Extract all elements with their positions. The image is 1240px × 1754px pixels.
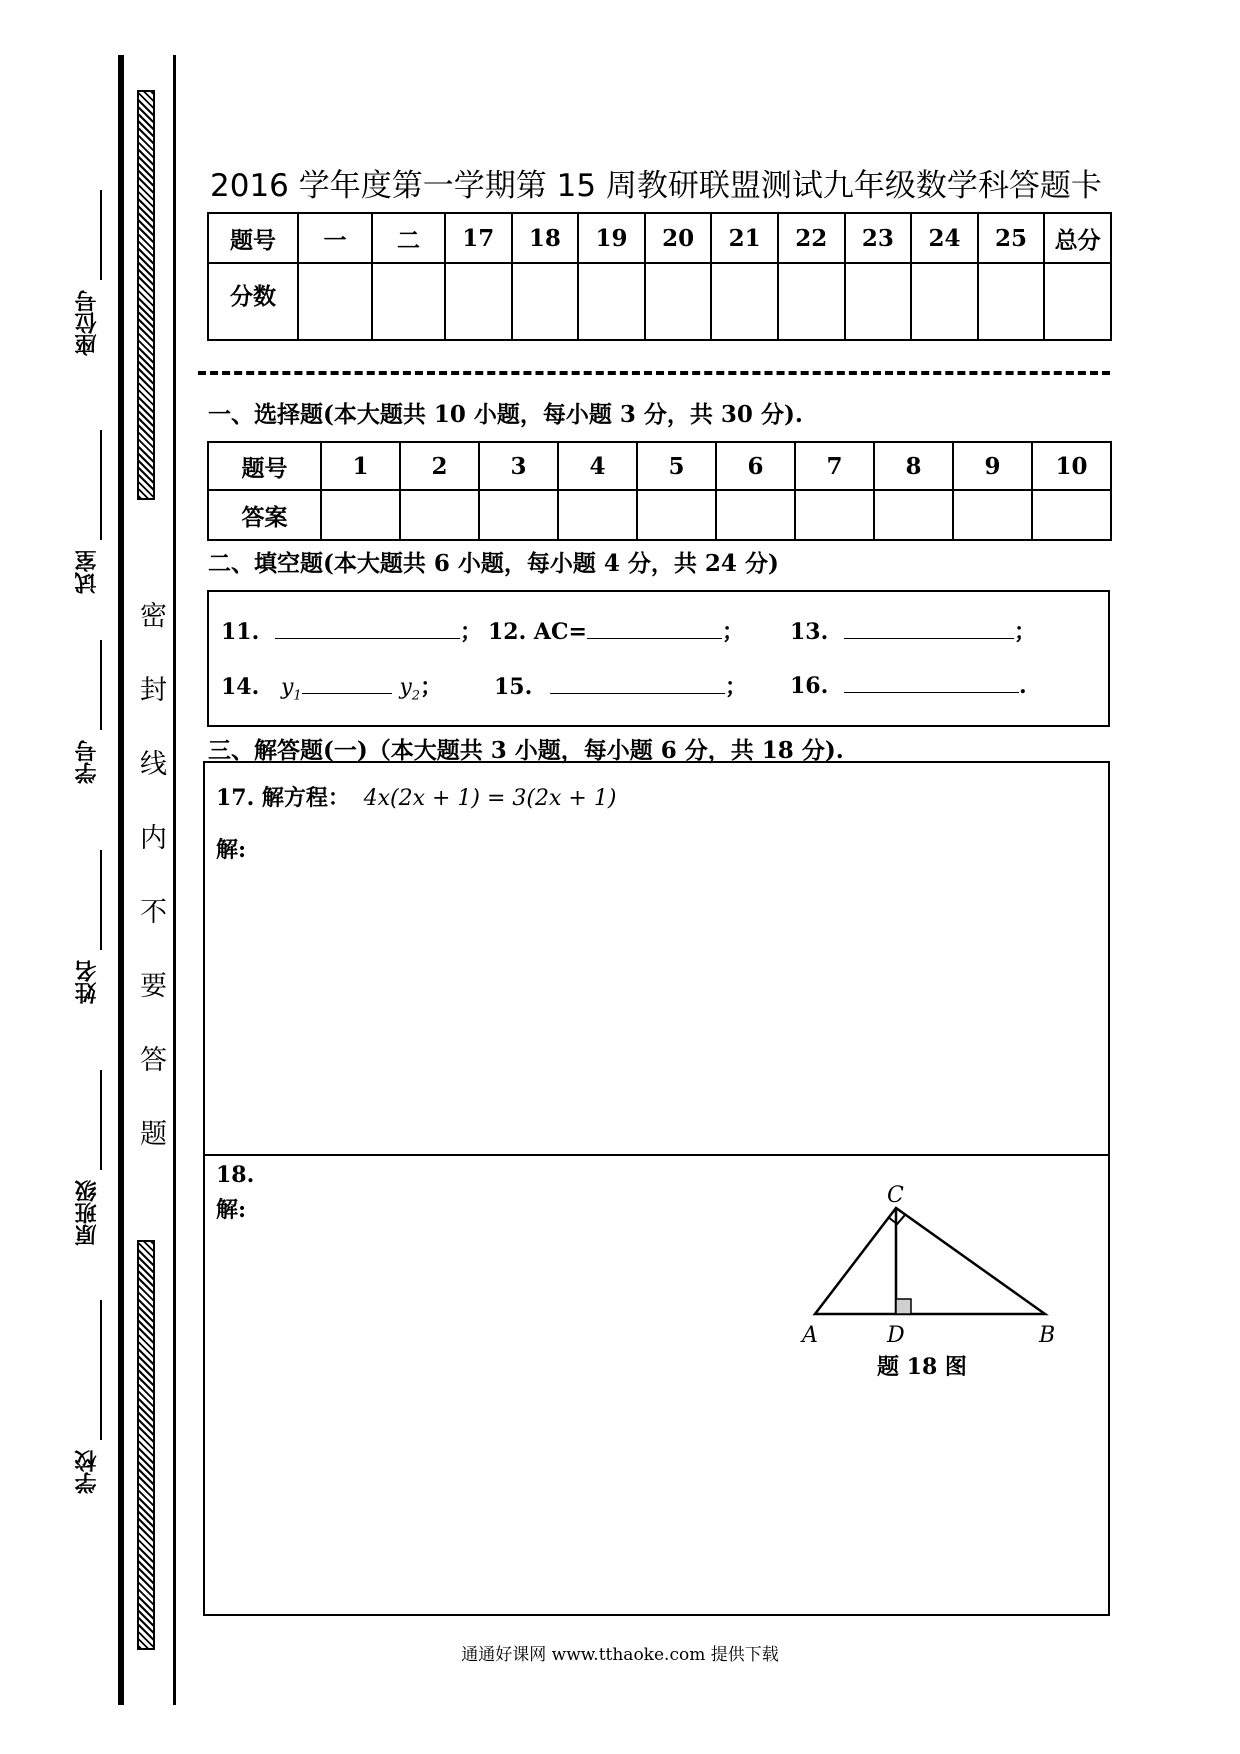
choice-header-cell: 10: [1032, 442, 1111, 490]
label-seat-number: 座位号: [75, 290, 100, 356]
q11-blank[interactable]: [275, 616, 460, 639]
choice-answer-cell[interactable]: [400, 490, 479, 540]
score-row-label: 分数: [208, 263, 298, 340]
seal-char: 封: [140, 675, 167, 706]
choice-answer-table: [207, 441, 1112, 541]
blank-line-room: [100, 430, 102, 540]
score-table: [207, 212, 1112, 341]
choice-answer-cell[interactable]: [795, 490, 874, 540]
choice-header-cell: 6: [716, 442, 795, 490]
blank-line-seat: [100, 190, 102, 280]
hatch-bar-top: [137, 90, 155, 500]
label-exam-room: 试室: [75, 550, 100, 594]
choice-header-cell: 题号: [208, 442, 321, 490]
q17-prompt: [216, 781, 616, 812]
page-title: 2016 学年度第一学期第 15 周教研联盟测试九年级数学科答题卡: [210, 168, 1102, 204]
q13-blank[interactable]: [844, 616, 1014, 639]
y2-variable: $y_2$: [399, 675, 421, 704]
q11-semicolon: ；: [459, 619, 482, 645]
cut-line: [198, 371, 1110, 375]
q16-period: .: [1018, 673, 1027, 699]
fill-q14: [221, 670, 442, 703]
score-cell[interactable]: [978, 263, 1045, 340]
q16-label: 16.: [790, 673, 829, 699]
q15-blank[interactable]: [550, 671, 725, 694]
seal-char: 题: [140, 1119, 167, 1150]
fill-q12: [488, 615, 744, 646]
score-cell[interactable]: [711, 263, 778, 340]
score-header-cell: 一: [298, 213, 372, 263]
point-label-c: C: [887, 1183, 904, 1208]
choice-answer-cell[interactable]: [321, 490, 400, 540]
score-header-cell: 18: [512, 213, 579, 263]
score-header-cell: 21: [711, 213, 778, 263]
hatch-bar-bottom: [137, 1240, 155, 1650]
score-header-cell: 22: [778, 213, 845, 263]
score-header-cell: 19: [578, 213, 645, 263]
q12-blank[interactable]: [587, 616, 722, 639]
section2-title: 二、填空题(本大题共 6 小题，每小题 4 分，共 24 分): [208, 550, 779, 577]
q15-semicolon: ；: [724, 674, 747, 700]
score-cell[interactable]: [298, 263, 372, 340]
q18-label: 18.: [216, 1162, 255, 1188]
choice-header-cell: 3: [479, 442, 558, 490]
score-header-cell: 25: [978, 213, 1045, 263]
score-cell[interactable]: [578, 263, 645, 340]
blank-line-student-id: [100, 640, 102, 730]
score-cell[interactable]: [372, 263, 445, 340]
point-label-a: A: [802, 1323, 818, 1348]
q14-semicolon: ；: [420, 674, 443, 700]
q13-semicolon: ；: [1013, 619, 1036, 645]
score-header-cell: 总分: [1044, 213, 1111, 263]
score-cell[interactable]: [645, 263, 712, 340]
fill-q15: [494, 670, 747, 701]
choice-header-cell: 5: [637, 442, 716, 490]
score-header-cell: 24: [911, 213, 978, 263]
seal-char: 内: [140, 823, 167, 854]
q12-semicolon: ；: [721, 619, 744, 645]
choice-answer-cell[interactable]: [558, 490, 637, 540]
score-header-cell: 题号: [208, 213, 298, 263]
q18-solve-label: 解:: [216, 1197, 247, 1223]
q17-solve-label: 解:: [216, 837, 247, 863]
choice-answer-cell[interactable]: [716, 490, 795, 540]
choice-header-cell: 2: [400, 442, 479, 490]
q17-answer-box[interactable]: [203, 761, 1110, 1156]
seal-char: 不: [140, 897, 167, 928]
choice-answer-cell[interactable]: [637, 490, 716, 540]
section1-title: 一、选择题(本大题共 10 小题，每小题 3 分，共 30 分).: [208, 401, 803, 428]
footer-text: 通通好课网 www.tthaoke.com 提供下载: [461, 1645, 779, 1665]
q16-blank[interactable]: [844, 670, 1019, 693]
choice-answer-cell[interactable]: [874, 490, 953, 540]
q11-label: 11.: [221, 619, 260, 645]
choice-row-label: 答案: [208, 490, 321, 540]
score-cell[interactable]: [1044, 263, 1111, 340]
seal-char: 线: [140, 749, 167, 780]
seal-char: 要: [140, 971, 167, 1002]
score-header-cell: 23: [845, 213, 912, 263]
point-label-b: B: [1039, 1323, 1056, 1348]
fill-q11: [221, 615, 482, 646]
fill-blank-box: [207, 590, 1110, 727]
q15-label: 15.: [494, 674, 533, 700]
label-original-class: 原班级: [75, 1180, 100, 1246]
blank-line-school: [100, 1300, 102, 1440]
point-label-d: D: [887, 1323, 905, 1348]
choice-answer-cell[interactable]: [953, 490, 1032, 540]
score-header-cell: 20: [645, 213, 712, 263]
score-cell[interactable]: [778, 263, 845, 340]
triangle-abc: [815, 1208, 1045, 1314]
section3-title: 三、解答题(一)（本大题共 3 小题，每小题 6 分，共 18 分).: [208, 737, 844, 764]
score-cell[interactable]: [512, 263, 579, 340]
score-header-cell: 二: [372, 213, 445, 263]
q14-blank[interactable]: [302, 671, 392, 694]
fill-q13: [790, 615, 1036, 646]
seal-char: 答: [140, 1045, 167, 1076]
score-cell[interactable]: [845, 263, 912, 340]
score-cell[interactable]: [911, 263, 978, 340]
score-header-cell: 17: [445, 213, 512, 263]
choice-header-cell: 9: [953, 442, 1032, 490]
blank-line-class: [100, 1070, 102, 1170]
choice-header-cell: 7: [795, 442, 874, 490]
choice-header-cell: 8: [874, 442, 953, 490]
choice-answer-cell[interactable]: [1032, 490, 1111, 540]
blank-line-name: [100, 850, 102, 950]
label-school: 学校: [75, 1450, 100, 1494]
score-cell[interactable]: [445, 263, 512, 340]
figure-caption: 题 18 图: [877, 1354, 967, 1380]
q13-label: 13.: [790, 619, 829, 645]
q12-label: 12. AC=: [488, 619, 587, 645]
right-angle-mark-d: [896, 1299, 911, 1314]
fill-q16: [790, 670, 1027, 699]
choice-answer-cell[interactable]: [479, 490, 558, 540]
y1-variable: $y_1$: [280, 675, 302, 704]
choice-header-cell: 4: [558, 442, 637, 490]
choice-header-cell: 1: [321, 442, 400, 490]
binding-line-right: [173, 55, 176, 1705]
q14-label: 14.: [221, 674, 260, 700]
label-name: 姓名: [75, 960, 100, 1004]
seal-char: 密: [140, 601, 167, 632]
binding-line-left: [118, 55, 124, 1705]
triangle-figure: [790, 1180, 1080, 1380]
label-student-id: 学号: [75, 740, 100, 784]
q17-equation: 4x(2x + 1) = 3(2x + 1): [363, 786, 617, 811]
q17-label: 17. 解方程：: [216, 785, 350, 811]
